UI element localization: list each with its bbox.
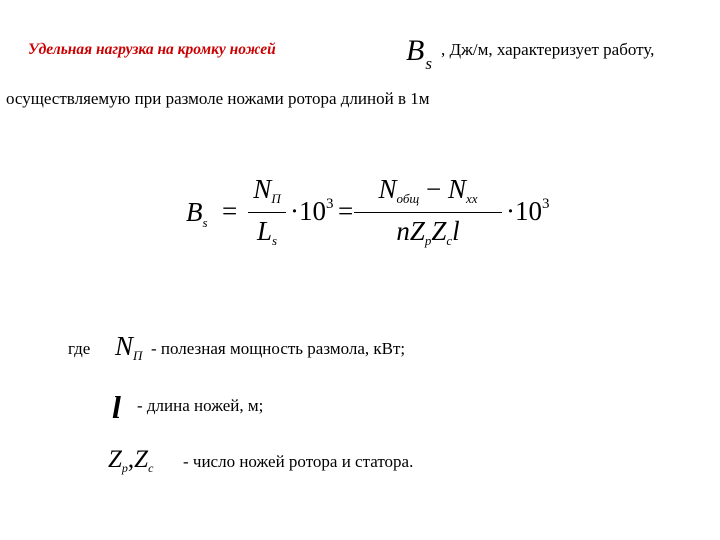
fraction-2-denominator — [354, 216, 502, 251]
symbol-comma: , — [127, 446, 135, 473]
fraction-1 — [248, 174, 286, 251]
mult-2-power: 3 — [542, 196, 550, 212]
formula-lhs-main: B — [186, 197, 203, 227]
fraction-1-bar — [248, 212, 286, 213]
frac1-den-sub: s — [271, 233, 278, 249]
symbol-zc-main: Z — [134, 446, 149, 473]
symbol-zp-zc — [108, 446, 153, 474]
formula-multiplier-2 — [506, 196, 550, 227]
fraction-2-numerator — [354, 174, 502, 209]
symbol-np-sub: П — [133, 348, 143, 363]
frac1-num-main: N — [253, 174, 272, 204]
formula-lhs — [186, 197, 208, 228]
formula-lhs-sub: s — [202, 215, 208, 230]
frac2-minus: − — [419, 174, 448, 204]
symbol-bs-sub: s — [425, 54, 432, 73]
intro-text-line2: осуществляемую при размоле ножами ротора длиной в 1м — [6, 89, 430, 108]
definition-np: - полезная мощность размола, кВт; — [151, 339, 406, 358]
frac2-num-a-sub: общ — [396, 191, 420, 206]
fraction-1-denominator — [248, 216, 286, 251]
symbol-np-main: N — [115, 331, 134, 361]
symbol-np — [115, 331, 142, 362]
symbol-bs — [406, 34, 432, 73]
mult-1-power: 3 — [326, 196, 334, 212]
symbol-zc-sub: c — [148, 461, 154, 475]
fraction-1-numerator — [248, 174, 286, 209]
formula-equals-1: = — [222, 196, 238, 226]
frac2-den-z: Z — [431, 216, 447, 247]
symbol-zp-sub: p — [121, 461, 128, 475]
frac2-den-n: nZ — [396, 216, 425, 247]
symbol-bs-main: B — [406, 34, 425, 67]
mult-2-base: ·10 — [506, 196, 542, 226]
where-label: где — [68, 339, 91, 358]
mult-1-base: ·10 — [290, 196, 326, 226]
fraction-2 — [354, 174, 502, 251]
formula-multiplier-1 — [290, 196, 334, 227]
intro-text-rest: , Дж/м, характеризует работу, — [441, 40, 655, 59]
symbol-l: l — [112, 389, 121, 425]
definition-z: - число ножей ротора и статора. — [183, 452, 414, 471]
frac2-num-b: N — [447, 174, 466, 204]
frac1-den-main: L — [256, 216, 272, 247]
formula-equals-2: = — [338, 196, 354, 226]
frac2-den-l: l — [452, 216, 460, 247]
heading-title: Удельная нагрузка на кромку ножей — [28, 41, 276, 58]
frac2-den-p: p — [424, 233, 432, 249]
frac2-num-a: N — [378, 174, 397, 204]
frac2-den-c: c — [446, 233, 453, 249]
fraction-2-bar — [354, 212, 502, 213]
symbol-zp-main: Z — [108, 446, 122, 473]
frac2-num-b-sub: xx — [465, 191, 478, 206]
frac1-num-sub: П — [271, 191, 281, 206]
definition-l: - длина ножей, м; — [137, 396, 264, 415]
